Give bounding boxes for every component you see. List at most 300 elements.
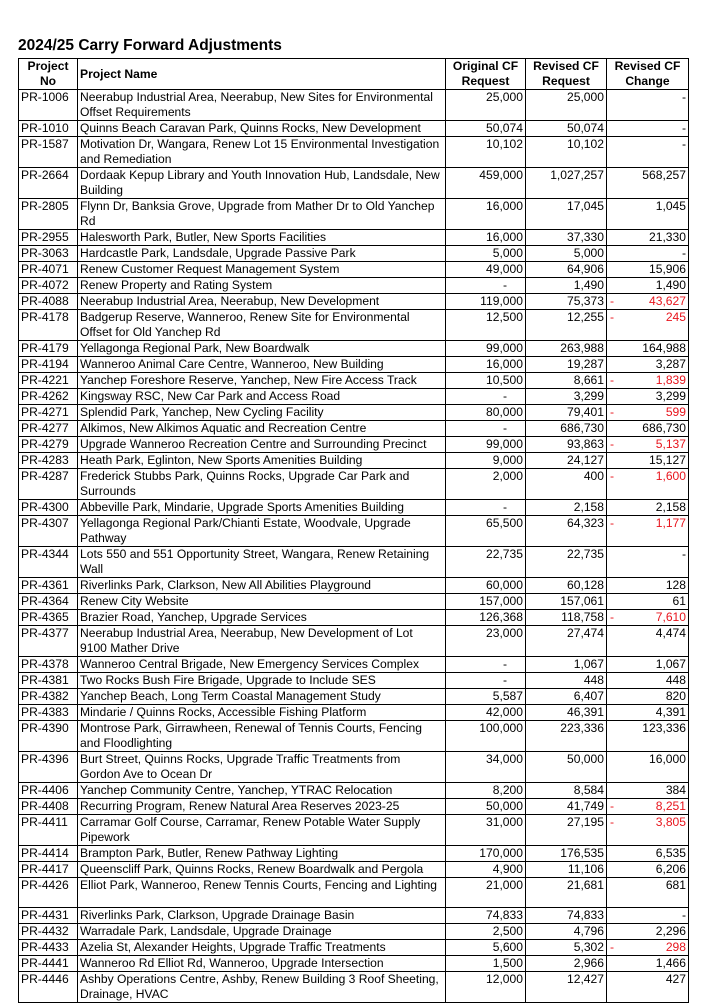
project-name-cell: Hardcastle Park, Landsdale, Upgrade Passive Park — [78, 246, 446, 262]
revised-change-value: - — [681, 137, 686, 151]
original-cf-cell: 23,000 — [446, 626, 526, 657]
original-cf-cell: 100,000 — [446, 721, 526, 752]
original-cf-cell: - — [446, 389, 526, 405]
project-name-cell: Carramar Golf Course, Carramar, Renew Potable Water Supply Pipework — [78, 815, 446, 846]
original-cf-cell: - — [446, 673, 526, 689]
table-row — [19, 262, 689, 278]
revised-change-cell — [607, 373, 689, 389]
project-name-cell: Neerabup Industrial Area, Neerabup, New Development of Lot 9100 Mather Drive — [78, 626, 446, 657]
revised-cf-cell: 2,966 — [526, 956, 607, 972]
revised-change-cell — [607, 246, 689, 262]
table-row — [19, 862, 689, 878]
revised-cf-cell: 64,323 — [526, 516, 607, 547]
project-name-cell: Elliot Park, Wanneroo, Renew Tennis Courts, Fencing and Lighting — [78, 878, 446, 908]
project-no-cell: PR-4432 — [19, 924, 78, 940]
revised-cf-cell: 3,299 — [526, 389, 607, 405]
negative-sign: - — [610, 310, 615, 324]
original-cf-cell: - — [446, 500, 526, 516]
revised-cf-cell: 50,000 — [526, 752, 607, 783]
table-row — [19, 972, 689, 1003]
revised-change-value: 1,839 — [655, 373, 686, 387]
revised-change-value: 128 — [665, 578, 686, 592]
revised-cf-cell: 22,735 — [526, 547, 607, 578]
project-name-cell: Yanchep Beach, Long Term Coastal Management Study — [78, 689, 446, 705]
revised-cf-cell: 12,255 — [526, 310, 607, 341]
revised-cf-cell: 27,474 — [526, 626, 607, 657]
original-cf-cell: 10,500 — [446, 373, 526, 389]
table-row — [19, 278, 689, 294]
table-row — [19, 341, 689, 357]
revised-change-value: 15,906 — [649, 262, 686, 276]
project-name-cell: Yanchep Community Centre, Yanchep, YTRAC Relocation — [78, 783, 446, 799]
table-row — [19, 610, 689, 626]
project-name-cell: Quinns Beach Caravan Park, Quinns Rocks, New Development — [78, 121, 446, 137]
revised-change-value: 3,287 — [655, 357, 686, 371]
revised-cf-cell: 118,758 — [526, 610, 607, 626]
revised-change-cell — [607, 783, 689, 799]
original-cf-cell: 459,000 — [446, 168, 526, 199]
original-cf-cell: 31,000 — [446, 815, 526, 846]
project-no-cell: PR-4364 — [19, 594, 78, 610]
table-row — [19, 578, 689, 594]
revised-change-cell — [607, 578, 689, 594]
revised-cf-cell: 75,373 — [526, 294, 607, 310]
revised-change-cell — [607, 341, 689, 357]
negative-sign: - — [610, 940, 615, 954]
project-no-cell: PR-4344 — [19, 547, 78, 578]
revised-change-value: 7,610 — [655, 610, 686, 624]
revised-change-cell — [607, 705, 689, 721]
revised-change-cell — [607, 878, 689, 908]
revised-change-cell — [607, 405, 689, 421]
revised-change-value: 686,730 — [642, 421, 686, 435]
table-row — [19, 90, 689, 121]
negative-sign: - — [610, 799, 615, 813]
project-no-cell: PR-1587 — [19, 137, 78, 168]
project-name-cell: Riverlinks Park, Clarkson, New All Abilities Playground — [78, 578, 446, 594]
table-row — [19, 940, 689, 956]
revised-change-cell — [607, 357, 689, 373]
project-no-cell: PR-4417 — [19, 862, 78, 878]
revised-change-value: 1,466 — [655, 956, 686, 970]
revised-cf-cell: 37,330 — [526, 230, 607, 246]
project-no-cell: PR-4382 — [19, 689, 78, 705]
revised-change-value: 5,137 — [655, 437, 686, 451]
table-row — [19, 547, 689, 578]
revised-cf-cell: 60,128 — [526, 578, 607, 594]
original-cf-cell: 4,900 — [446, 862, 526, 878]
original-cf-cell: 9,000 — [446, 453, 526, 469]
header-revised-cf: Revised CF Request — [526, 59, 607, 90]
revised-change-cell — [607, 689, 689, 705]
revised-cf-cell: 223,336 — [526, 721, 607, 752]
revised-change-cell — [607, 294, 689, 310]
table-row — [19, 469, 689, 500]
project-name-cell: Two Rocks Bush Fire Brigade, Upgrade to Include SES — [78, 673, 446, 689]
revised-cf-cell: 6,407 — [526, 689, 607, 705]
project-no-cell: PR-4431 — [19, 908, 78, 924]
project-name-cell: Frederick Stubbs Park, Quinns Rocks, Upgrade Car Park and Surrounds — [78, 469, 446, 500]
project-no-cell: PR-4441 — [19, 956, 78, 972]
project-name-cell: Kingsway RSC, New Car Park and Access Road — [78, 389, 446, 405]
original-cf-cell: 8,200 — [446, 783, 526, 799]
original-cf-cell: 80,000 — [446, 405, 526, 421]
project-no-cell: PR-4283 — [19, 453, 78, 469]
table-row — [19, 815, 689, 846]
table-row — [19, 310, 689, 341]
original-cf-cell: 16,000 — [446, 199, 526, 230]
project-no-cell: PR-4381 — [19, 673, 78, 689]
revised-change-value: 164,988 — [642, 341, 686, 355]
original-cf-cell: 5,000 — [446, 246, 526, 262]
revised-change-value: 16,000 — [649, 752, 686, 766]
revised-cf-cell: 2,158 — [526, 500, 607, 516]
table-row — [19, 705, 689, 721]
original-cf-cell: 2,000 — [446, 469, 526, 500]
revised-cf-cell: 46,391 — [526, 705, 607, 721]
revised-change-value: 43,627 — [649, 294, 686, 308]
negative-sign: - — [610, 610, 615, 624]
project-name-cell: Burt Street, Quinns Rocks, Upgrade Traffic Treatments from Gordon Ave to Ocean Dr — [78, 752, 446, 783]
revised-change-value: 448 — [665, 673, 686, 687]
project-no-cell: PR-4194 — [19, 357, 78, 373]
project-no-cell: PR-4390 — [19, 721, 78, 752]
project-name-cell: Renew City Website — [78, 594, 446, 610]
revised-change-value: 6,206 — [655, 862, 686, 876]
project-name-cell: Abbeville Park, Mindarie, Upgrade Sports Amenities Building — [78, 500, 446, 516]
project-name-cell: Yellagonga Regional Park/Chianti Estate, Woodvale, Upgrade Pathway — [78, 516, 446, 547]
revised-change-cell — [607, 940, 689, 956]
project-name-cell: Neerabup Industrial Area, Neerabup, New Sites for Environmental Offset Requirements — [78, 90, 446, 121]
revised-change-value: 1,490 — [655, 278, 686, 292]
project-no-cell: PR-2805 — [19, 199, 78, 230]
project-name-cell: Heath Park, Eglinton, New Sports Amenities Building — [78, 453, 446, 469]
project-no-cell: PR-4088 — [19, 294, 78, 310]
revised-change-cell — [607, 137, 689, 168]
project-name-cell: Wanneroo Animal Care Centre, Wanneroo, New Building — [78, 357, 446, 373]
project-no-cell: PR-4277 — [19, 421, 78, 437]
project-no-cell: PR-2955 — [19, 230, 78, 246]
revised-change-cell — [607, 846, 689, 862]
table-row — [19, 294, 689, 310]
original-cf-cell: 170,000 — [446, 846, 526, 862]
revised-cf-cell: 263,988 — [526, 341, 607, 357]
revised-cf-cell: 1,490 — [526, 278, 607, 294]
revised-change-value: - — [681, 547, 686, 561]
table-row — [19, 924, 689, 940]
revised-cf-cell: 50,074 — [526, 121, 607, 137]
revised-cf-cell: 8,661 — [526, 373, 607, 389]
original-cf-cell: 99,000 — [446, 437, 526, 453]
original-cf-cell: 10,102 — [446, 137, 526, 168]
revised-cf-cell: 64,906 — [526, 262, 607, 278]
header-project-name: Project Name — [78, 59, 446, 90]
revised-change-value: 427 — [665, 972, 686, 986]
project-name-cell: Renew Customer Request Management System — [78, 262, 446, 278]
revised-change-value: 568,257 — [642, 168, 686, 182]
original-cf-cell: 74,833 — [446, 908, 526, 924]
revised-change-cell — [607, 673, 689, 689]
revised-cf-cell: 1,067 — [526, 657, 607, 673]
revised-change-value: 61 — [672, 594, 686, 608]
project-no-cell: PR-2664 — [19, 168, 78, 199]
revised-change-value: 2,296 — [655, 924, 686, 938]
table-row — [19, 246, 689, 262]
project-no-cell: PR-3063 — [19, 246, 78, 262]
revised-cf-cell: 8,584 — [526, 783, 607, 799]
project-no-cell: PR-4378 — [19, 657, 78, 673]
revised-change-cell — [607, 469, 689, 500]
table-row — [19, 908, 689, 924]
project-name-cell: Motivation Dr, Wangara, Renew Lot 15 Environmental Investigation and Remediation — [78, 137, 446, 168]
project-no-cell: PR-4072 — [19, 278, 78, 294]
original-cf-cell: 25,000 — [446, 90, 526, 121]
table-row — [19, 673, 689, 689]
revised-cf-cell: 21,681 — [526, 878, 607, 908]
revised-cf-cell: 400 — [526, 469, 607, 500]
revised-change-value: 1,600 — [655, 469, 686, 483]
table-row — [19, 626, 689, 657]
revised-change-value: 6,535 — [655, 846, 686, 860]
revised-change-value: - — [681, 121, 686, 135]
table-row — [19, 373, 689, 389]
table-row — [19, 199, 689, 230]
revised-change-value: - — [681, 90, 686, 104]
revised-change-cell — [607, 924, 689, 940]
original-cf-cell: 99,000 — [446, 341, 526, 357]
revised-cf-cell: 4,796 — [526, 924, 607, 940]
page-title: 2024/25 Carry Forward Adjustments — [18, 37, 282, 54]
original-cf-cell: 65,500 — [446, 516, 526, 547]
project-name-cell: Recurring Program, Renew Natural Area Reserves 2023-25 — [78, 799, 446, 815]
revised-change-value: 1,045 — [655, 199, 686, 213]
revised-change-value: 820 — [665, 689, 686, 703]
project-name-cell: Yellagonga Regional Park, New Boardwalk — [78, 341, 446, 357]
revised-change-cell — [607, 199, 689, 230]
project-name-cell: Splendid Park, Yanchep, New Cycling Facility — [78, 405, 446, 421]
original-cf-cell: 119,000 — [446, 294, 526, 310]
project-name-cell: Upgrade Wanneroo Recreation Centre and Surrounding Precinct — [78, 437, 446, 453]
table-row — [19, 689, 689, 705]
revised-cf-cell: 10,102 — [526, 137, 607, 168]
revised-change-value: 8,251 — [655, 799, 686, 813]
original-cf-cell: 22,735 — [446, 547, 526, 578]
table-row — [19, 721, 689, 752]
project-no-cell: PR-4396 — [19, 752, 78, 783]
project-no-cell: PR-4178 — [19, 310, 78, 341]
project-name-cell: Alkimos, New Alkimos Aquatic and Recreation Centre — [78, 421, 446, 437]
original-cf-cell: 21,000 — [446, 878, 526, 908]
project-no-cell: PR-1010 — [19, 121, 78, 137]
table-row — [19, 389, 689, 405]
table-row — [19, 799, 689, 815]
revised-change-cell — [607, 437, 689, 453]
project-name-cell: Neerabup Industrial Area, Neerabup, New Development — [78, 294, 446, 310]
revised-change-value: 1,067 — [655, 657, 686, 671]
project-no-cell: PR-4071 — [19, 262, 78, 278]
revised-change-cell — [607, 310, 689, 341]
original-cf-cell: 5,587 — [446, 689, 526, 705]
revised-cf-cell: 79,401 — [526, 405, 607, 421]
project-no-cell: PR-4300 — [19, 500, 78, 516]
project-name-cell: Ashby Operations Centre, Ashby, Renew Building 3 Roof Sheeting, Drainage, HVAC — [78, 972, 446, 1003]
revised-change-cell — [607, 168, 689, 199]
project-name-cell: Lots 550 and 551 Opportunity Street, Wangara, Renew Retaining Wall — [78, 547, 446, 578]
original-cf-cell: 1,500 — [446, 956, 526, 972]
project-no-cell: PR-4446 — [19, 972, 78, 1003]
project-name-cell: Renew Property and Rating System — [78, 278, 446, 294]
revised-change-value: 384 — [665, 783, 686, 797]
negative-sign: - — [610, 405, 615, 419]
table-row — [19, 357, 689, 373]
table-row — [19, 516, 689, 547]
revised-cf-cell: 5,000 — [526, 246, 607, 262]
revised-change-cell — [607, 908, 689, 924]
project-name-cell: Riverlinks Park, Clarkson, Upgrade Drainage Basin — [78, 908, 446, 924]
revised-cf-cell: 448 — [526, 673, 607, 689]
project-name-cell: Wanneroo Rd Elliot Rd, Wanneroo, Upgrade Intersection — [78, 956, 446, 972]
revised-change-cell — [607, 956, 689, 972]
revised-change-cell — [607, 262, 689, 278]
revised-cf-cell: 5,302 — [526, 940, 607, 956]
revised-change-value: 15,127 — [649, 453, 686, 467]
original-cf-cell: 16,000 — [446, 357, 526, 373]
negative-sign: - — [610, 373, 615, 387]
revised-change-cell — [607, 657, 689, 673]
project-no-cell: PR-4433 — [19, 940, 78, 956]
revised-change-value: 2,158 — [655, 500, 686, 514]
revised-cf-cell: 157,061 — [526, 594, 607, 610]
original-cf-cell: - — [446, 278, 526, 294]
project-name-cell: Dordaak Kepup Library and Youth Innovation Hub, Landsdale, New Building — [78, 168, 446, 199]
revised-change-value: 3,299 — [655, 389, 686, 403]
revised-cf-cell: 1,027,257 — [526, 168, 607, 199]
project-name-cell: Montrose Park, Girrawheen, Renewal of Tennis Courts, Fencing and Floodlighting — [78, 721, 446, 752]
revised-cf-cell: 12,427 — [526, 972, 607, 1003]
project-no-cell: PR-4271 — [19, 405, 78, 421]
revised-change-cell — [607, 799, 689, 815]
project-no-cell: PR-4365 — [19, 610, 78, 626]
revised-change-cell — [607, 626, 689, 657]
revised-change-cell — [607, 278, 689, 294]
revised-cf-cell: 11,106 — [526, 862, 607, 878]
carry-forward-table — [18, 58, 689, 1003]
project-no-cell: PR-4287 — [19, 469, 78, 500]
revised-change-value: 1,177 — [655, 516, 686, 530]
project-name-cell: Brampton Park, Butler, Renew Pathway Lighting — [78, 846, 446, 862]
original-cf-cell: 12,500 — [446, 310, 526, 341]
revised-cf-cell: 41,749 — [526, 799, 607, 815]
revised-change-cell — [607, 90, 689, 121]
table-row — [19, 230, 689, 246]
project-name-cell: Mindarie / Quinns Rocks, Accessible Fishing Platform — [78, 705, 446, 721]
revised-change-cell — [607, 389, 689, 405]
original-cf-cell: 49,000 — [446, 262, 526, 278]
revised-cf-cell: 25,000 — [526, 90, 607, 121]
project-name-cell: Warradale Park, Landsdale, Upgrade Drainage — [78, 924, 446, 940]
project-no-cell: PR-4414 — [19, 846, 78, 862]
original-cf-cell: 50,074 — [446, 121, 526, 137]
table-row — [19, 121, 689, 137]
original-cf-cell: 12,000 — [446, 972, 526, 1003]
revised-change-value: 21,330 — [649, 230, 686, 244]
revised-change-value: - — [681, 246, 686, 260]
revised-cf-cell: 93,863 — [526, 437, 607, 453]
revised-cf-cell: 27,195 — [526, 815, 607, 846]
project-name-cell: Yanchep Foreshore Reserve, Yanchep, New Fire Access Track — [78, 373, 446, 389]
table-row — [19, 405, 689, 421]
project-name-cell: Wanneroo Central Brigade, New Emergency Services Complex — [78, 657, 446, 673]
revised-change-cell — [607, 972, 689, 1003]
revised-change-cell — [607, 230, 689, 246]
revised-change-cell — [607, 500, 689, 516]
revised-change-cell — [607, 862, 689, 878]
revised-change-value: 4,391 — [655, 705, 686, 719]
table-row — [19, 500, 689, 516]
original-cf-cell: 126,368 — [446, 610, 526, 626]
table-header-row — [19, 59, 689, 90]
revised-cf-cell: 24,127 — [526, 453, 607, 469]
table-row — [19, 137, 689, 168]
original-cf-cell: 2,500 — [446, 924, 526, 940]
original-cf-cell: - — [446, 421, 526, 437]
project-no-cell: PR-4262 — [19, 389, 78, 405]
revised-change-value: 245 — [665, 310, 686, 324]
table-row — [19, 846, 689, 862]
project-name-cell: Badgerup Reserve, Wanneroo, Renew Site for Environmental Offset for Old Yanchep Rd — [78, 310, 446, 341]
revised-cf-cell: 74,833 — [526, 908, 607, 924]
revised-change-value: 4,474 — [655, 626, 686, 640]
header-revised-change: Revised CF Change — [607, 59, 689, 90]
table-row — [19, 752, 689, 783]
project-no-cell: PR-4179 — [19, 341, 78, 357]
revised-change-cell — [607, 421, 689, 437]
revised-cf-cell: 17,045 — [526, 199, 607, 230]
revised-change-value: 298 — [665, 940, 686, 954]
table-row — [19, 168, 689, 199]
negative-sign: - — [610, 294, 615, 308]
revised-change-value: - — [681, 908, 686, 922]
revised-change-value: 3,805 — [655, 815, 686, 829]
revised-change-value: 681 — [665, 878, 686, 892]
project-name-cell: Brazier Road, Yanchep, Upgrade Services — [78, 610, 446, 626]
project-no-cell: PR-4383 — [19, 705, 78, 721]
revised-change-cell — [607, 453, 689, 469]
revised-change-value: 599 — [665, 405, 686, 419]
project-name-cell: Halesworth Park, Butler, New Sports Facilities — [78, 230, 446, 246]
project-no-cell: PR-4411 — [19, 815, 78, 846]
project-no-cell: PR-4279 — [19, 437, 78, 453]
project-no-cell: PR-4406 — [19, 783, 78, 799]
original-cf-cell: 42,000 — [446, 705, 526, 721]
project-no-cell: PR-4221 — [19, 373, 78, 389]
revised-change-cell — [607, 752, 689, 783]
project-name-cell: Queenscliff Park, Quinns Rocks, Renew Boardwalk and Pergola — [78, 862, 446, 878]
negative-sign: - — [610, 516, 615, 530]
original-cf-cell: 34,000 — [446, 752, 526, 783]
revised-change-cell — [607, 721, 689, 752]
table-row — [19, 421, 689, 437]
negative-sign: - — [610, 437, 615, 451]
table-row — [19, 956, 689, 972]
table-row — [19, 594, 689, 610]
project-name-cell: Flynn Dr, Banksia Grove, Upgrade from Mather Dr to Old Yanchep Rd — [78, 199, 446, 230]
original-cf-cell: 50,000 — [446, 799, 526, 815]
project-no-cell: PR-4361 — [19, 578, 78, 594]
revised-change-cell — [607, 815, 689, 846]
revised-change-cell — [607, 610, 689, 626]
header-original-cf: Original CF Request — [446, 59, 526, 90]
